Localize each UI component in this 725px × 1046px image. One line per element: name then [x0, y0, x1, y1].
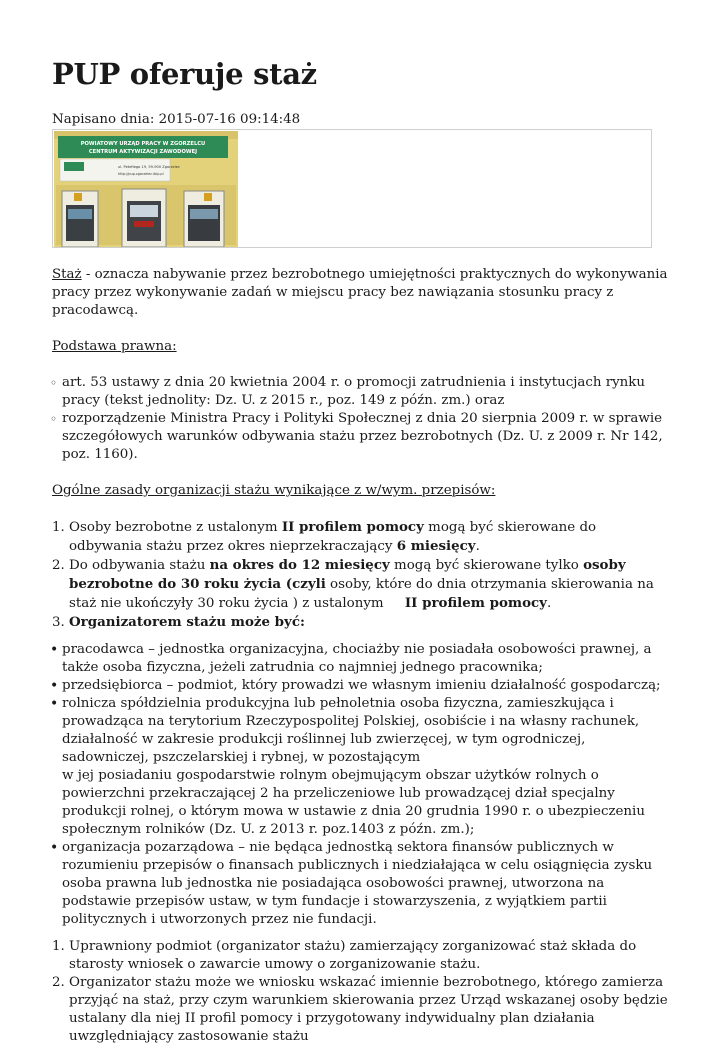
list-item: • rolnicza spółdzielnia produkcyjna lub pełnoletnia osoba fizyczna, zamieszkująca i prowadząca na terytorium Rzeczypospolitej Polskiej, osobiście i na własny rachunek, działalność w zakresie produkcji roślinnej lub zwierzęcej, w tym ogrodniczej, sadowniczej, pszczelarskiej i rybnej, w pozostającym w jej posiadaniu gospodarstwie rolnym obejmującym obszar użytków rolnych o powierzchni przekraczającej 2 ha przeliczeniowe lub prowadzącej dział specjalny produkcji rolnej, o którym mowa w ustawie z dnia 20 grudnia 1990 r. o ubezpieczeniu społecznym rolników (Dz. U. z 2013 r. poz.1403 z późn. zm.); [52, 695, 672, 839]
office-entrance-photo [54, 131, 238, 247]
list-item: 2. Do odbywania stażu na okres do 12 miesięcy mogą być skierowane tylko osoby bezrobotne do 30 roku życia (czyli osoby, które do dnia otrzymania skierowania na staż nie ukończyły 30 roku życia ) z ustalonym II profilem pomocy. [69, 556, 672, 613]
intro-term: Staż [52, 267, 82, 282]
plate-address: ul. Petefiego 19, 59-900 Zgorzelec [118, 165, 180, 169]
rules-list [52, 518, 672, 632]
legal-basis-heading: Podstawa prawna: [52, 339, 177, 354]
list-item: ◦ rozporządzenie Ministra Pracy i Polityki Społecznej z dnia 20 sierpnia 2009 r. w sprawie szczegółowych warunków odbywania stażu przez bezrobotnych (Dz. U. z 2009 r. Nr 142, poz. 1160). [52, 410, 672, 464]
list-item: • pracodawca – jednostka organizacyjna, chociażby nie posiadała osobowości prawnej, a także osoba fizyczna, jeżeli zatrudnia co najmniej jednego pracownika; [52, 641, 672, 677]
plate-web: http://pup.zgorzelec.ibip.pl [118, 172, 164, 176]
list-item: 1. Uprawniony podmiot (organizator stażu) zamierzający zorganizować staż składa do starosty wniosek o zawarcie umowy o zorganizowanie stażu. [69, 938, 672, 974]
publish-date: Napisano dnia: 2015-07-16 09:14:48 [52, 112, 301, 127]
article [52, 56, 672, 1046]
list-item: 1. Osoby bezrobotne z ustalonym II profilem pomocy mogą być skierowane do odbywania stażu przez okres nieprzekraczający 6 miesięcy. [69, 518, 672, 556]
procedure-list [52, 938, 672, 1046]
rules-heading: Ogólne zasady organizacji stażu wynikające z w/wym. przepisów: [52, 483, 496, 498]
legal-basis-list [52, 374, 672, 464]
sign-line-1: POWIATOWY URZĄD PRACY W ZGORZELCU [80, 141, 206, 147]
list-item: 2. Organizator stażu może we wniosku wskazać imiennie bezrobotnego, którego zamierza przyjąć na staż, przy czym warunkiem skierowania przez Urząd wskazanej osoby będzie ustalany dla niej II profil pomocy i przygotowany indywidualny plan działania uwzględniający zastosowanie stażu [69, 974, 672, 1046]
list-item: • przedsiębiorca – podmiot, który prowadzi we własnym imieniu działalność gospodarczą; [52, 677, 672, 695]
page-title: PUP oferuje staż [52, 57, 317, 91]
intro-text: - oznacza nabywanie przez bezrobotnego umiejętności praktycznych do wykonywania pracy przez wykonywanie zadań w miejscu pracy bez nawiązania stosunku pracy z pracodawcą. [52, 267, 668, 318]
intro-paragraph [52, 266, 672, 320]
list-item: • organizacja pozarządowa – nie będąca jednostką sektora finansów publicznych w rozumieniu przepisów o finansach publicznych i niedziałająca w celu osiągnięcia zysku osoba prawna lub jednostka nie posiadająca osobowości prawnej, utworzona na podstawie przepisów ustaw, w tym fundacje i stowarzyszenia, z wyjątkiem partii politycznych i utworzonych przez nie fundacji. [52, 839, 672, 929]
list-item: ◦ art. 53 ustawy z dnia 20 kwietnia 2004 r. o promocji zatrudnienia i instytucjach rynku pracy (tekst jednolity: Dz. U. z 2015 r., poz. 149 z późn. zm.) oraz [52, 374, 672, 410]
list-item: 3. Organizatorem stażu może być: [69, 613, 672, 632]
sign-line-2: CENTRUM AKTYWIZACJI ZAWODOWEJ [88, 149, 198, 155]
article-image-frame [52, 129, 652, 248]
organizers-list [52, 641, 672, 929]
